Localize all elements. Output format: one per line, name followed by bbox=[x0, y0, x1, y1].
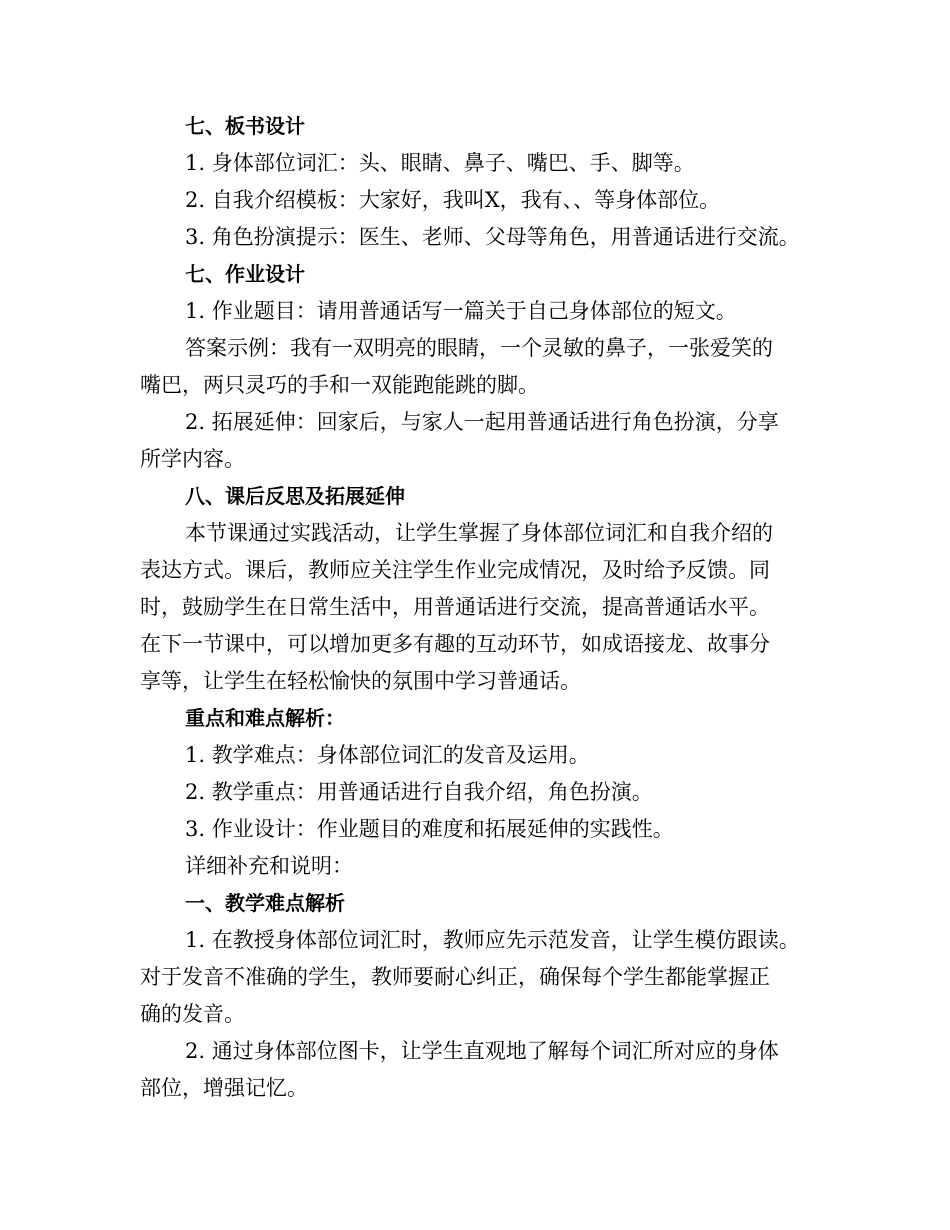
paragraph-line: 表达方式。课后，教师应关注学生作业完成情况，及时给予反馈。同 bbox=[140, 558, 770, 582]
paragraph-line: 2. 通过身体部位图卡，让学生直观地了解每个词汇所对应的身体 bbox=[185, 1039, 779, 1063]
paragraph-line: 时，鼓励学生在日常生活中，用普通话进行交流，提高普通话水平。 bbox=[140, 595, 770, 619]
paragraph-line: 1. 在教授身体部位词汇时，教师应先示范发音，让学生模仿跟读。 bbox=[185, 928, 800, 952]
section-heading-key-points: 重点和难点解析： bbox=[185, 706, 345, 730]
paragraph-line: 详细补充和说明： bbox=[185, 854, 353, 878]
section-heading-blackboard: 七、板书设计 bbox=[185, 114, 305, 138]
paragraph-line: 1. 作业题目：请用普通话写一篇关于自己身体部位的短文。 bbox=[185, 299, 737, 323]
paragraph-line: 3. 作业设计：作业题目的难度和拓展延伸的实践性。 bbox=[185, 817, 674, 841]
paragraph-line: 部位，增强记忆。 bbox=[140, 1076, 308, 1100]
paragraph-line: 在下一节课中，可以增加更多有趣的互动环节，如成语接龙、故事分 bbox=[140, 632, 770, 656]
paragraph-line: 对于发音不准确的学生，教师要耐心纠正，确保每个学生都能掌握正 bbox=[140, 965, 770, 989]
paragraph-line: 所学内容。 bbox=[140, 447, 245, 471]
paragraph-line: 2. 拓展延伸：回家后，与家人一起用普通话进行角色扮演，分享 bbox=[185, 410, 779, 434]
paragraph-line: 1. 身体部位词汇：头、眼睛、鼻子、嘴巴、手、脚等。 bbox=[185, 151, 695, 175]
section-heading-difficulty: 一、教学难点解析 bbox=[185, 891, 345, 915]
paragraph-line: 嘴巴，两只灵巧的手和一双能跑能跳的脚。 bbox=[140, 373, 539, 397]
section-heading-reflection: 八、课后反思及拓展延伸 bbox=[185, 484, 405, 508]
paragraph-line: 3. 角色扮演提示：医生、老师、父母等角色，用普通话进行交流。 bbox=[185, 225, 800, 249]
paragraph-line: 2. 自我介绍模板：大家好，我叫X，我有、、等身体部位。 bbox=[185, 188, 721, 212]
paragraph-line: 确的发音。 bbox=[140, 1002, 245, 1026]
paragraph-line: 本节课通过实践活动，让学生掌握了身体部位词汇和自我介绍的 bbox=[185, 521, 773, 545]
paragraph-line: 1. 教学难点：身体部位词汇的发音及运用。 bbox=[185, 743, 590, 767]
paragraph-line: 享等，让学生在轻松愉快的氛围中学习普通话。 bbox=[140, 669, 581, 693]
section-heading-homework: 七、作业设计 bbox=[185, 262, 305, 286]
paragraph-line: 2. 教学重点：用普通话进行自我介绍，角色扮演。 bbox=[185, 780, 653, 804]
paragraph-line: 答案示例：我有一双明亮的眼睛，一个灵敏的鼻子，一张爱笑的 bbox=[185, 336, 773, 360]
